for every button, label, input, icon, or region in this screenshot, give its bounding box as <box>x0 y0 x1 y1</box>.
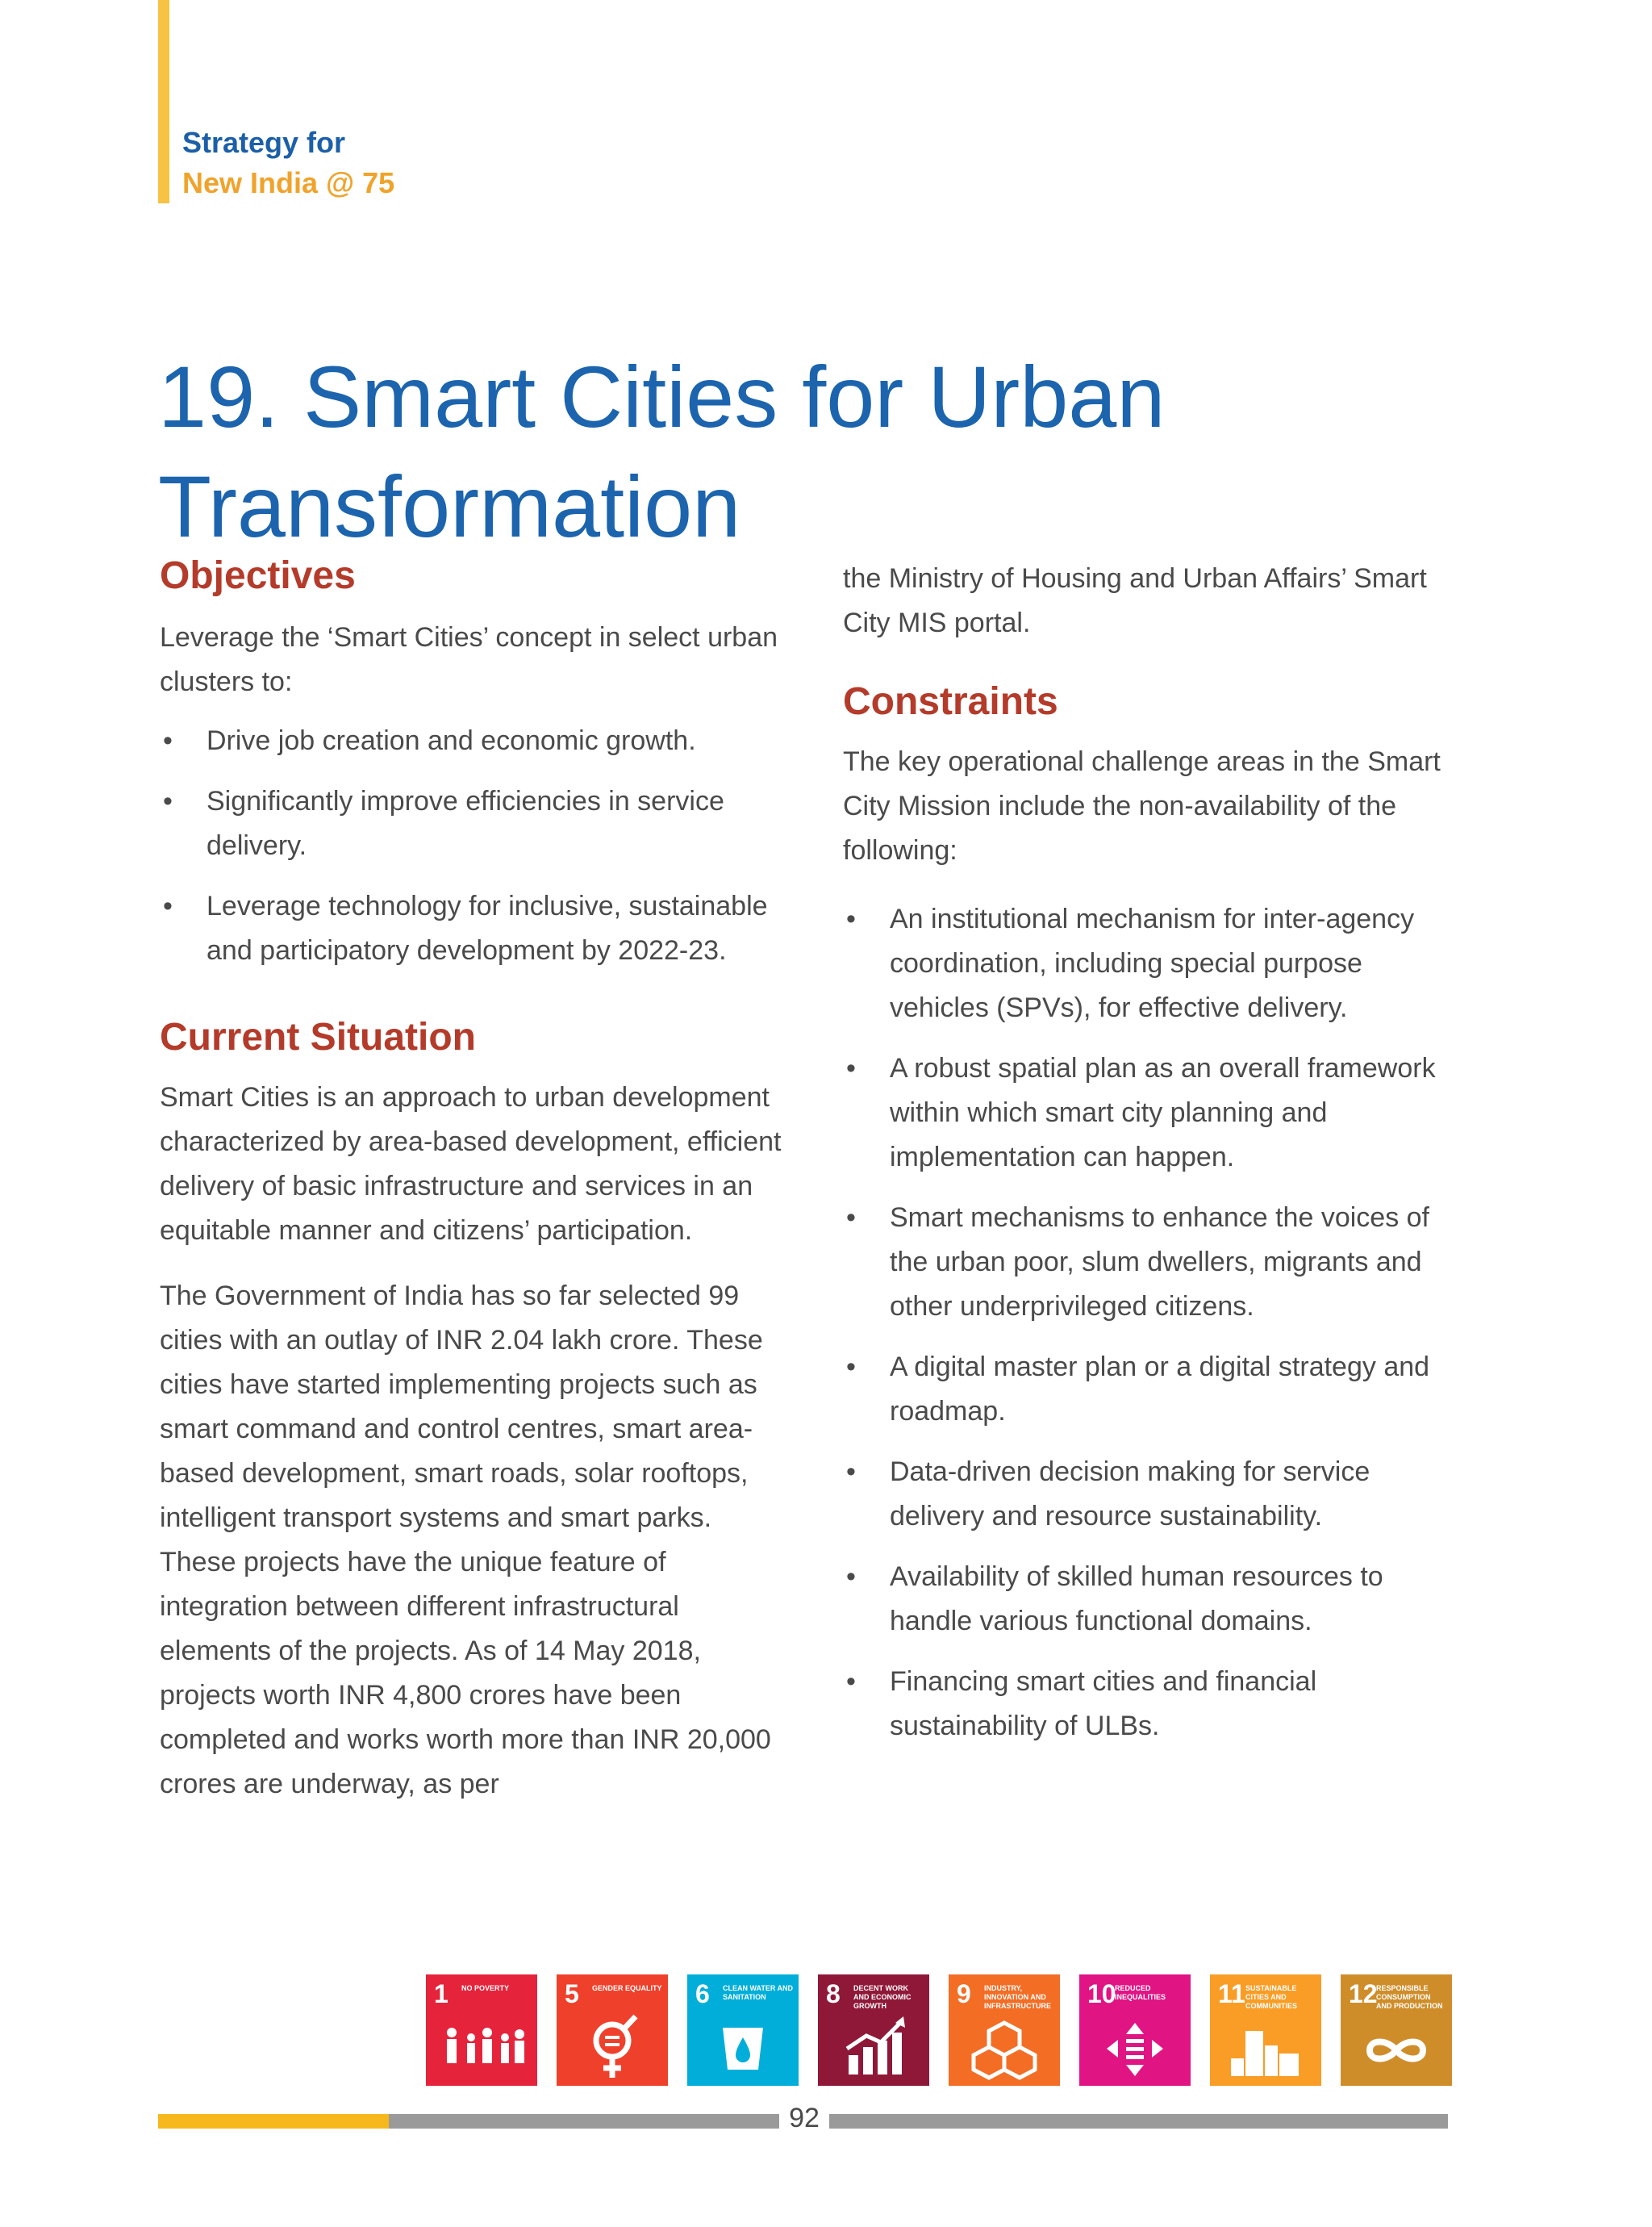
bullet: • <box>163 725 173 756</box>
header-new-india: New India @ 75 <box>182 166 395 199</box>
infinity-icon <box>1341 1974 1452 2086</box>
list-item: • Smart mechanisms to enhance the voices of the urban poor, slum dwellers, migrants and other underprivileged citizens. <box>843 1196 1464 1329</box>
bullet: • <box>846 904 856 934</box>
sdg-9-industry-innovation: 9 INDUSTRY, INNOVATION AND INFRASTRUCTURE <box>949 1974 1060 2086</box>
bullet: • <box>163 786 173 817</box>
list-item: • Drive job creation and economic growth. <box>160 719 789 763</box>
page-title: 19. Smart Cities for Urban Transformation <box>158 348 1166 556</box>
bullet: • <box>846 1666 856 1697</box>
left-column <box>160 554 789 1807</box>
bullet: • <box>846 1053 856 1084</box>
list-item: • A digital master plan or a digital strategy and roadmap. <box>843 1345 1464 1434</box>
gender-equality-icon <box>557 1974 668 2086</box>
bullet: • <box>846 1456 856 1487</box>
constraints-list <box>843 897 1464 1749</box>
sdg-12-responsible-consumption: 12 RESPONSIBLE CONSUMPTION AND PRODUCTION <box>1341 1974 1452 2086</box>
list-item: • A robust spatial plan as an overall framework within which smart city planning and implementation can happen. <box>843 1047 1464 1180</box>
header-accent-bar <box>158 0 169 203</box>
header-strategy-for: Strategy for <box>182 126 346 159</box>
city-buildings-icon <box>1210 1974 1321 2086</box>
list-item: • Leverage technology for inclusive, sustainable and participatory development by 2022-23. <box>160 884 789 973</box>
current-situation-continued: the Ministry of Housing and Urban Affairs’ Smart City MIS portal. <box>843 563 1427 638</box>
growth-chart-icon <box>818 1974 929 2086</box>
current-situation-paragraph-1: Smart Cities is an approach to urban development characterized by area-based development, efficient delivery of basic infrastructure and services in an equitable manner and citizens’ participation. <box>160 1082 782 1246</box>
list-item: • Financing smart cities and financial sustainability of ULBs. <box>843 1660 1464 1749</box>
constraints-intro: The key operational challenge areas in the Smart City Mission include the non-availability of the following: <box>843 746 1441 866</box>
objectives-intro: Leverage the ‘Smart Cities’ concept in select urban clusters to: <box>160 622 778 697</box>
current-situation-heading: Current Situation <box>160 1016 476 1059</box>
sdg-5-gender-equality: 5 GENDER EQUALITY <box>557 1974 668 2086</box>
list-item: • Significantly improve efficiencies in service delivery. <box>160 779 789 868</box>
footer-bar-right <box>829 2114 1448 2129</box>
inequality-arrows-icon <box>1079 1974 1191 2086</box>
current-situation-paragraph-2: The Government of India has so far selected 99 cities with an outlay of INR 2.04 lakh crore. These cities have started implementing projects such as smart command and control centres, smart area-based development, smart roads, solar rooftops, intelligent transport systems and smart parks. These projects have the unique feature of integration between different infrastructural elements of the projects. As of 14 May 2018, projects worth INR 4,800 crores have been completed and works worth more than INR 20,000 crores are underway, as per <box>160 1281 771 1799</box>
people-icon <box>426 1974 537 2086</box>
footer-bar-left <box>389 2114 779 2129</box>
page-number: 92 <box>789 2103 820 2133</box>
water-drop-icon <box>687 1974 799 2086</box>
objectives-list <box>160 719 789 973</box>
cubes-icon <box>949 1974 1060 2086</box>
list-item: • Data-driven decision making for service delivery and resource sustainability. <box>843 1450 1464 1539</box>
bullet: • <box>163 891 173 921</box>
bullet: • <box>846 1561 856 1592</box>
sdg-1-no-poverty: 1 NO POVERTY <box>426 1974 537 2086</box>
list-item: • Availability of skilled human resources to handle various functional domains. <box>843 1555 1464 1644</box>
objectives-heading: Objectives <box>160 554 356 597</box>
bullet: • <box>846 1202 856 1233</box>
sdg-10-reduced-inequalities: 10 REDUCED INEQUALITIES <box>1079 1974 1191 2086</box>
sdg-11-sustainable-cities: 11 SUSTAINABLE CITIES AND COMMUNITIES <box>1210 1974 1321 2086</box>
footer-bar-yellow <box>158 2114 389 2129</box>
bullet: • <box>846 1352 856 1382</box>
list-item: • An institutional mechanism for inter-agency coordination, including special purpose vehicles (SPVs), for effective delivery. <box>843 897 1464 1030</box>
right-column <box>843 557 1464 1749</box>
constraints-heading: Constraints <box>843 680 1058 723</box>
sdg-6-clean-water: 6 CLEAN WATER AND SANITATION <box>687 1974 799 2086</box>
sdg-8-decent-work: 8 DECENT WORK AND ECONOMIC GROWTH <box>818 1974 929 2086</box>
